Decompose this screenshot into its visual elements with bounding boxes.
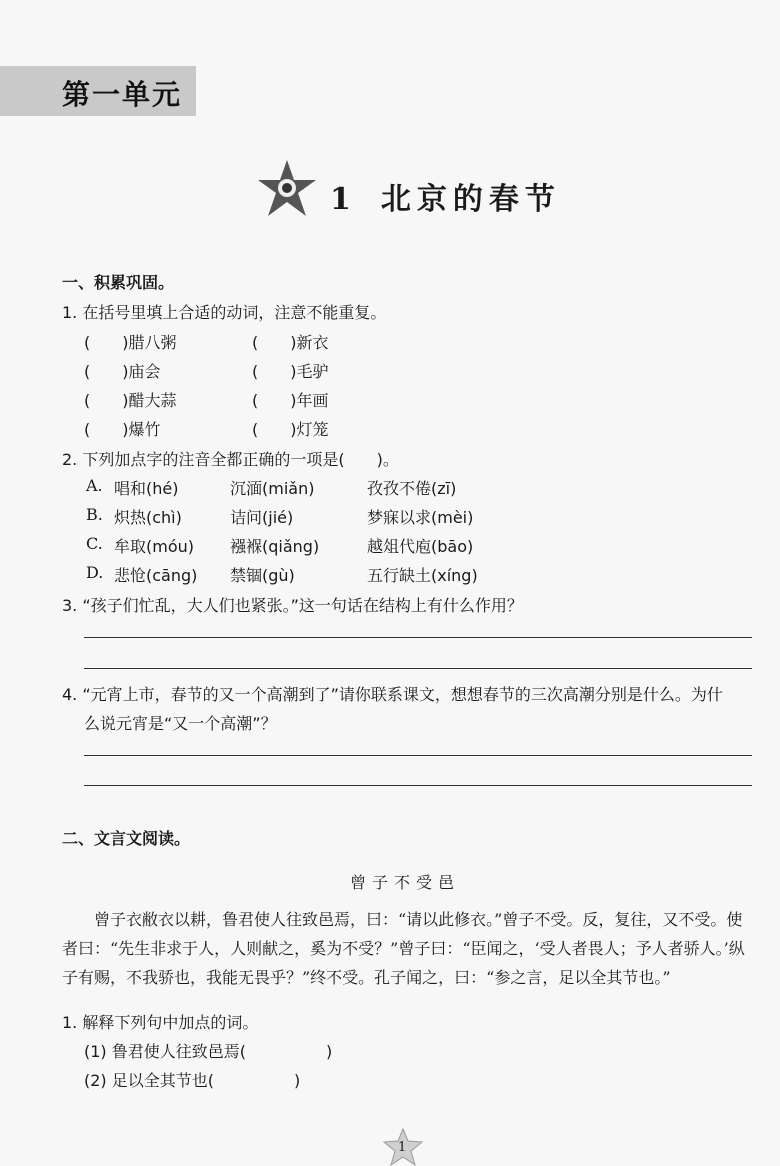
option-item: 悲怆(cāng) bbox=[114, 566, 198, 585]
question-2-prompt: 2. 下列加点字的注音全都正确的一项是( )。 bbox=[62, 450, 399, 469]
answer-line[interactable] bbox=[84, 668, 752, 669]
option-label: D. bbox=[86, 563, 104, 582]
option-item: 唱和(hé) bbox=[114, 479, 179, 498]
fill-item: ( )庙会 bbox=[84, 362, 161, 381]
page-number: 1 bbox=[398, 1140, 407, 1155]
fill-item: ( )年画 bbox=[252, 391, 329, 410]
answer-line[interactable] bbox=[84, 637, 752, 638]
option-item: 孜孜不倦(zī) bbox=[367, 479, 457, 498]
fill-item: ( )醋大蒜 bbox=[84, 391, 177, 410]
question-4-prompt-line2: 么说元宵是“又一个高潮”？ bbox=[84, 714, 277, 733]
lesson-number: 1 bbox=[330, 182, 357, 217]
unit-title: 第一单元 bbox=[62, 78, 183, 111]
option-label: A. bbox=[86, 476, 103, 495]
answer-line[interactable] bbox=[84, 755, 752, 756]
section-heading-1: 一、积累巩固。 bbox=[62, 273, 175, 292]
option-item: 禁锢(gù) bbox=[230, 566, 295, 585]
star-icon bbox=[256, 158, 318, 222]
section-2-question-1-prompt: 1. 解释下列句中加点的词。 bbox=[62, 1013, 259, 1032]
fill-item: ( )腊八粥 bbox=[84, 333, 177, 352]
question-4-prompt-line1: 4. “元宵上市，春节的又一个高潮到了”请你联系课文，想想春节的三次高潮分别是什么。为什 bbox=[62, 685, 723, 704]
section-heading-2: 二、文言文阅读。 bbox=[62, 829, 191, 848]
question-1-prompt: 1. 在括号里填上合适的动词，注意不能重复。 bbox=[62, 303, 387, 322]
lesson-name: 北京的春节 bbox=[380, 182, 561, 217]
fill-item: ( )灯笼 bbox=[252, 420, 329, 439]
option-item: 越俎代庖(bāo) bbox=[367, 537, 474, 556]
option-item: 诘问(jié) bbox=[230, 508, 294, 527]
lesson-title bbox=[330, 174, 561, 218]
fill-item: ( )毛驴 bbox=[252, 362, 329, 381]
option-item: 牟取(móu) bbox=[114, 537, 195, 556]
answer-line[interactable] bbox=[84, 785, 752, 786]
sub-question: (1) 鲁君使人往致邑焉( ) bbox=[84, 1042, 333, 1061]
option-item: 梦寐以求(mèi) bbox=[367, 508, 474, 527]
option-item: 襁褓(qiǎng) bbox=[230, 537, 320, 556]
option-item: 炽热(chì) bbox=[114, 508, 182, 527]
question-3-prompt: 3. “孩子们忙乱，大人们也紧张。”这一句话在结构上有什么作用？ bbox=[62, 596, 523, 615]
fill-item: ( )爆竹 bbox=[84, 420, 161, 439]
option-item: 五行缺土(xíng) bbox=[367, 566, 478, 585]
fill-item: ( )新衣 bbox=[252, 333, 329, 352]
option-label: C. bbox=[86, 534, 103, 553]
sub-question: (2) 足以全其节也( ) bbox=[84, 1071, 301, 1090]
option-item: 沉湎(miǎn) bbox=[230, 479, 315, 498]
passage-text: 曾子衣敝衣以耕，鲁君使人往致邑焉，曰：“请以此修衣。”曾子不受。反，复往，又不受。使者曰：“先生非求于人，人则献之，奚为不受？”曾子曰：“臣闻之，‘受人者畏人；予人者骄人。’纵子有赐，不我骄也，我能无畏乎？”终不受。孔子闻之，曰：“参之言，足以全其节也。” bbox=[62, 910, 745, 987]
option-label: B. bbox=[86, 505, 103, 524]
passage-title: 曾子不受邑 bbox=[350, 873, 461, 892]
